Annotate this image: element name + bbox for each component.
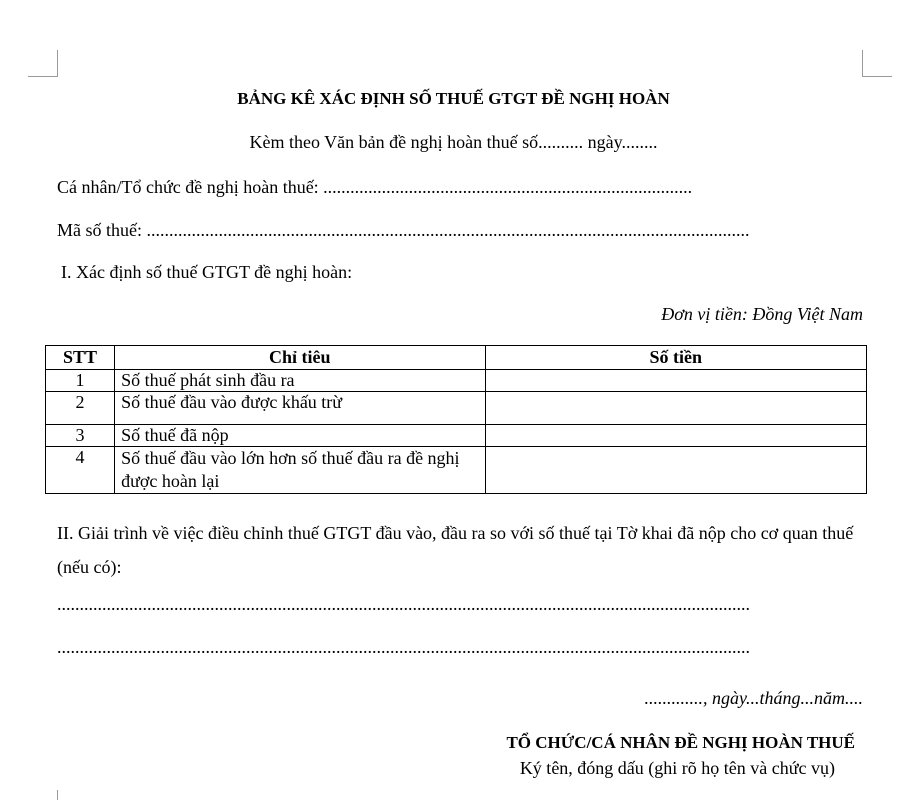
table-row — [46, 370, 867, 392]
row-stt: 4 — [46, 447, 115, 494]
row-amount — [485, 425, 866, 447]
dotted-fill-line-1: .......................................................................................................................................................... — [57, 594, 750, 614]
crop-mark-top-left-v — [57, 50, 58, 76]
signer-title: TỔ CHỨC/CÁ NHÂN ĐỀ NGHỊ HOÀN THUẾ — [506, 733, 855, 752]
crop-mark-bottom-left-v — [57, 790, 58, 800]
crop-mark-top-right-v — [862, 50, 863, 76]
row-indicator: Số thuế đầu vào lớn hơn số thuế đầu ra đề nghị được hoàn lại — [115, 447, 485, 494]
date-line: ............., ngày...tháng...năm.... — [644, 688, 863, 708]
crop-mark-top-left-h — [28, 76, 58, 77]
table-row — [46, 392, 867, 425]
tax-code-line: Mã số thuế: ...................................................................................................................................... — [57, 220, 750, 240]
row-indicator: Số thuế đầu vào được khấu trừ — [115, 392, 485, 425]
applicant-line: Cá nhân/Tổ chức đề nghị hoàn thuế: .................................................................................. — [57, 177, 693, 197]
row-amount — [485, 447, 866, 494]
header-indicator: Chỉ tiêu — [115, 346, 485, 370]
dotted-fill-line-2: .......................................................................................................................................................... — [57, 637, 750, 657]
row-indicator: Số thuế phát sinh đầu ra — [115, 370, 485, 392]
row-stt: 3 — [46, 425, 115, 447]
crop-mark-top-right-h — [862, 76, 892, 77]
signer-note: Ký tên, đóng dấu (ghi rõ họ tên và chức vụ) — [519, 758, 835, 778]
table-row — [46, 447, 867, 494]
section2-text: II. Giải trình về việc điều chỉnh thuế GTGT đầu vào, đầu ra so với số thuế tại Tờ khai đã nộp cho cơ quan thuế (nếu có): — [57, 523, 854, 577]
header-stt: STT — [46, 346, 115, 370]
page-title: BẢNG KÊ XÁC ĐỊNH SỐ THUẾ GTGT ĐỀ NGHỊ HOÀN — [237, 89, 670, 108]
row-stt: 2 — [46, 392, 115, 425]
row-amount — [485, 392, 866, 425]
header-amount: Số tiền — [485, 346, 866, 370]
tax-table — [45, 345, 867, 494]
row-indicator: Số thuế đã nộp — [115, 425, 485, 447]
table-header-row — [46, 346, 867, 370]
section1-heading: I. Xác định số thuế GTGT đề nghị hoàn: — [61, 262, 353, 282]
row-amount — [485, 370, 866, 392]
row-stt: 1 — [46, 370, 115, 392]
currency-unit: Đơn vị tiền: Đồng Việt Nam — [661, 304, 863, 324]
page-subtitle: Kèm theo Văn bản đề nghị hoàn thuế số.......... ngày........ — [249, 132, 658, 152]
table-row — [46, 425, 867, 447]
